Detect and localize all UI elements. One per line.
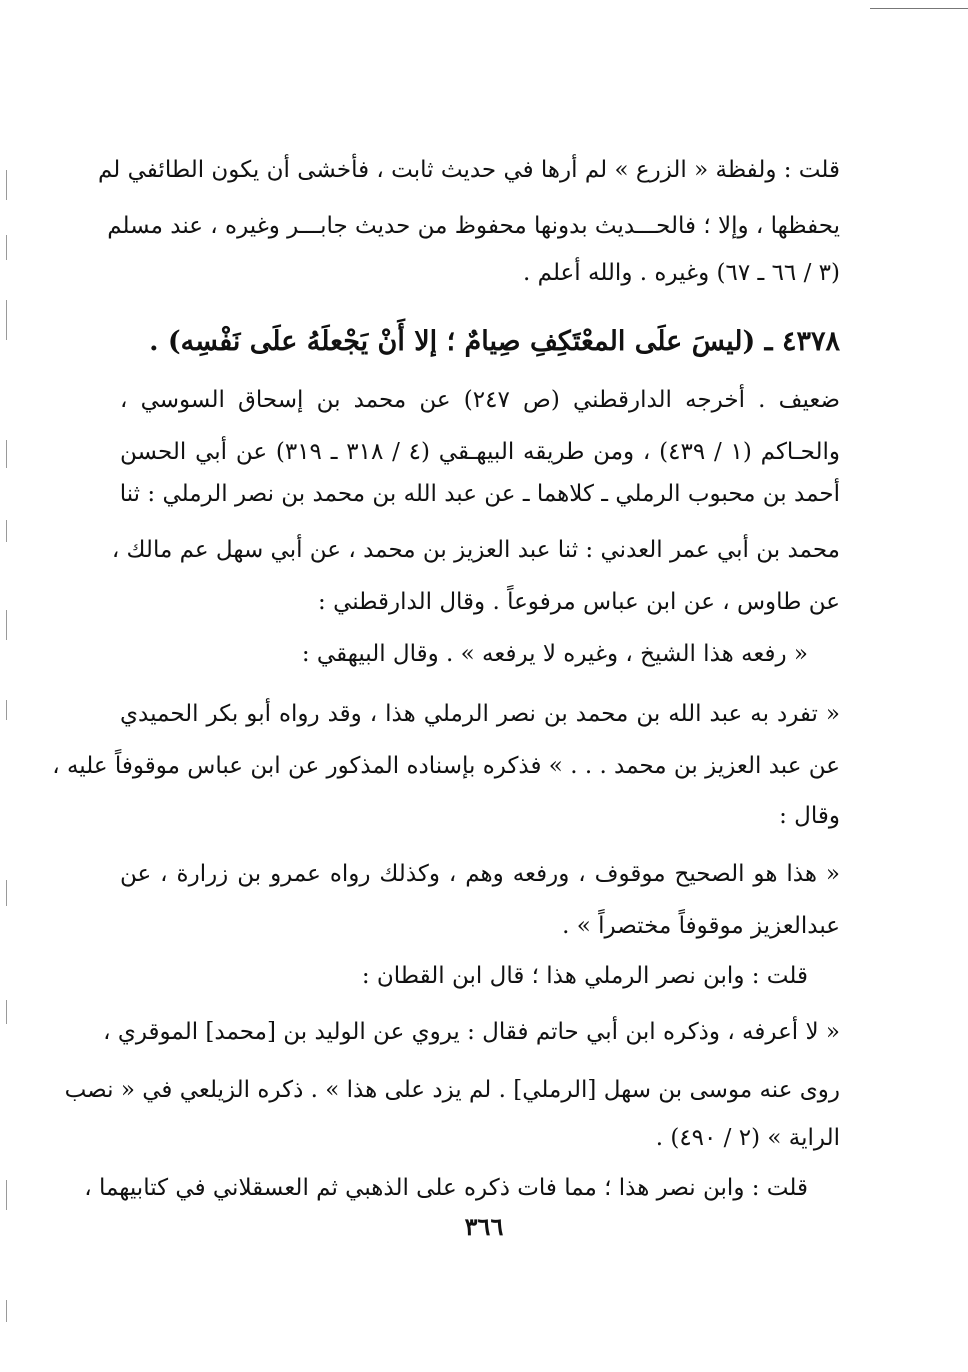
quote-line: « رفعه هذا الشيخ ، وغيره لا يرفعه » . وقال البيهقي : xyxy=(301,641,808,667)
text-line: محمد بن أبي عمر العدني : ثنا عبد العزيز بن محمد ، عن أبي سهل عم مالك ، xyxy=(111,537,840,563)
text-line: والحـاكم (١ / ٤٣٩) ، ومن طريقه البيهـقي (٤ / ٣١٨ ـ ٣١٩) عن أبي الحسن xyxy=(120,439,841,465)
scan-edge xyxy=(0,0,16,1372)
top-rule xyxy=(870,8,968,9)
page-number: ٣٦٦ xyxy=(464,1212,504,1241)
text-line: عن طاوس ، عن ابن عباس مرفوعاً . وقال الدارقطني : xyxy=(318,589,840,615)
text-line: قلت : وابن نصر الرملي هذا ؛ قال ابن القطان : xyxy=(361,963,808,989)
text-line: وقال : xyxy=(779,803,840,829)
text-line: (٣ / ٦٦ ـ ٦٧) وغيره . والله أعلم . xyxy=(523,260,840,286)
text-line: يحفظها ، وإلا ؛ فالحـــديث بدونها محفوظ من حديث جابـــر وغيره ، عند مسلم xyxy=(107,213,840,239)
quote-line: عن عبد العزيز بن محمد . . . » فذكره بإسناده المذكور عن ابن عباس موقوفاً عليه ، xyxy=(52,753,840,779)
quote-line: روى عنه موسى بن سهل [الرملي] . لم يزد على هذا » . ذكره الزيلعي في « نصب xyxy=(64,1077,840,1103)
text-line: قلت : ولفظة « الزرع » لم أرها في حديث ثابت ، فأخشى أن يكون الطائفي لم xyxy=(98,157,840,183)
quote-line: عبدالعزيز موقوفاً مختصراً » . xyxy=(562,913,840,939)
text-line: ضعيف . أخرجه الدارقطني (ص ٢٤٧) عن محمد بن إسحاق السوسي ، xyxy=(120,387,841,413)
text-line: أحمد بن محبوب الرملي ـ كلاهما ـ عن عبد الله بن محمد بن نصر الرملي : ثنا xyxy=(119,481,840,507)
hadith-heading: ٤٣٧٨ ـ (ليسَ علَى المعْتَكِفِ صِيامٌ ؛ إلا أَنْ يَجْعلَهُ علَى نَفْسِه) . xyxy=(149,326,840,357)
quote-line: « لا أعرفه ، وذكره ابن أبي حاتم فقال : يروي عن الوليد بن [محمد] الموقري ، xyxy=(103,1019,840,1045)
text-line: قلت : وابن نصر هذا ؛ مما فات ذكره على الذهبي ثم العسقلاني في كتابيهما ، xyxy=(84,1175,808,1201)
quote-line: « تفرد به عبد الله بن محمد بن نصر الرملي هذا ، وقد رواه أبو بكر الحميدي xyxy=(120,701,840,727)
quote-line: « هذا هو الصحيح موقوف ، ورفعه وهم ، وكذلك رواه عمرو بن زرارة ، عن xyxy=(120,861,840,887)
quote-line: الراية » (٢ / ٤٩٠) . xyxy=(655,1125,840,1151)
